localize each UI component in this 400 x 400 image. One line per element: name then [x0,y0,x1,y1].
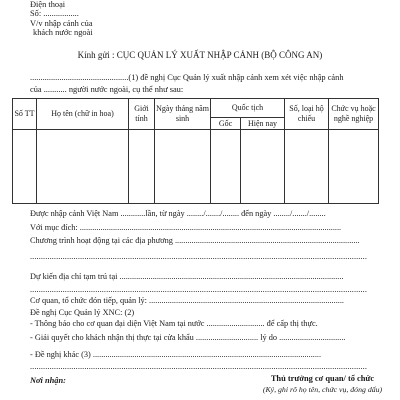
sponsor-field[interactable]: Cơ quan, tổ chức đón tiếp, quản lý: .............................................................................................. [30,296,345,305]
cell-stt[interactable] [13,130,37,204]
cell-gender[interactable] [129,130,155,204]
purpose-field[interactable]: Với mục đích: .............................................................................................................................. [30,223,342,232]
intro-line-1: ...............................................(1) đề nghị Cục Quản lý xuất nhập cảnh xem xét việc nhập cảnh [30,73,344,82]
col-stt-header: Số TT [13,99,37,130]
cell-current[interactable] [241,130,285,204]
col-origin-header: Gốc [211,118,241,130]
signer-title: Thủ trưởng cơ quan/ tổ chức [270,374,375,383]
letter-header [30,0,93,38]
notify-embassy-option[interactable]: - Thông báo cho cơ quan đại diện Việt Nam tại nước ............................ để cấp thị thực. [30,319,318,328]
addressee-line: Kính gửi : CỤC QUẢN LÝ XUẤT NHẬP CẢNH (BỘ CÔNG AN) [77,50,323,60]
col-current-header: Hiện nay [241,118,285,130]
intro-paragraph [30,72,378,95]
cell-dob[interactable] [155,130,211,204]
signature-block [245,374,400,394]
subject-line-1: V/v nhập cảnh của [30,18,93,28]
other-request-field[interactable]: - Đề nghị khác (3) .............................................................................................................. [30,350,322,359]
cell-passport[interactable] [285,130,329,204]
visitor-table [12,98,379,204]
entry-field[interactable]: Được nhập cảnh Việt Nam ............lần, từ ngày ......../......./........ đến ngày ......../......./........ [30,209,326,218]
signer-note: (Ký, ghi rõ họ tên, chức vụ, đóng dấu) [262,385,383,395]
document-number: Số: ................. [30,9,79,19]
other-continuation[interactable]: ........................................................................................................................................................... [30,362,368,371]
cell-origin[interactable] [211,130,241,204]
cell-occupation[interactable] [329,130,379,204]
col-passport-header: Số, loại hộ chiếu [285,99,329,130]
program-field[interactable]: Chương trình hoạt động tại các địa phương ......................................................................................... [30,236,360,245]
phone-label: Điện thoại [30,0,66,9]
stay-address-field[interactable]: Dự kiến địa chỉ tạm trú tại ............................................................................................................ [30,272,344,281]
col-occupation-header: Chức vụ hoặc nghề nghiệp [329,99,379,130]
subject-line-2: khách nước ngoài [33,28,93,38]
col-nationality-header: Quốc tịch [211,99,285,118]
stay-continuation[interactable]: ........................................................................................................................................................... [30,285,368,294]
recipients-label: Nơi nhận: [30,376,66,385]
col-name-header: Họ tên (chữ in hoa) [37,99,129,130]
col-gender-header: Giới tính [129,99,155,130]
cell-name[interactable] [37,130,129,204]
intro-line-2: của ........... người nước ngoài, cụ thể như sau: [30,84,184,94]
program-continuation[interactable]: ........................................................................................................................................................... [30,252,368,261]
request-heading: Đề nghị Cục Quản lý XNC: (2) [30,308,135,317]
col-dob-header: Ngày tháng năm sinh [155,99,211,130]
table-row [13,130,379,204]
border-visa-option[interactable]: - Giải quyết cho khách nhận thị thực tại cửa khẩu .............................. lý do ................................ [30,333,346,342]
